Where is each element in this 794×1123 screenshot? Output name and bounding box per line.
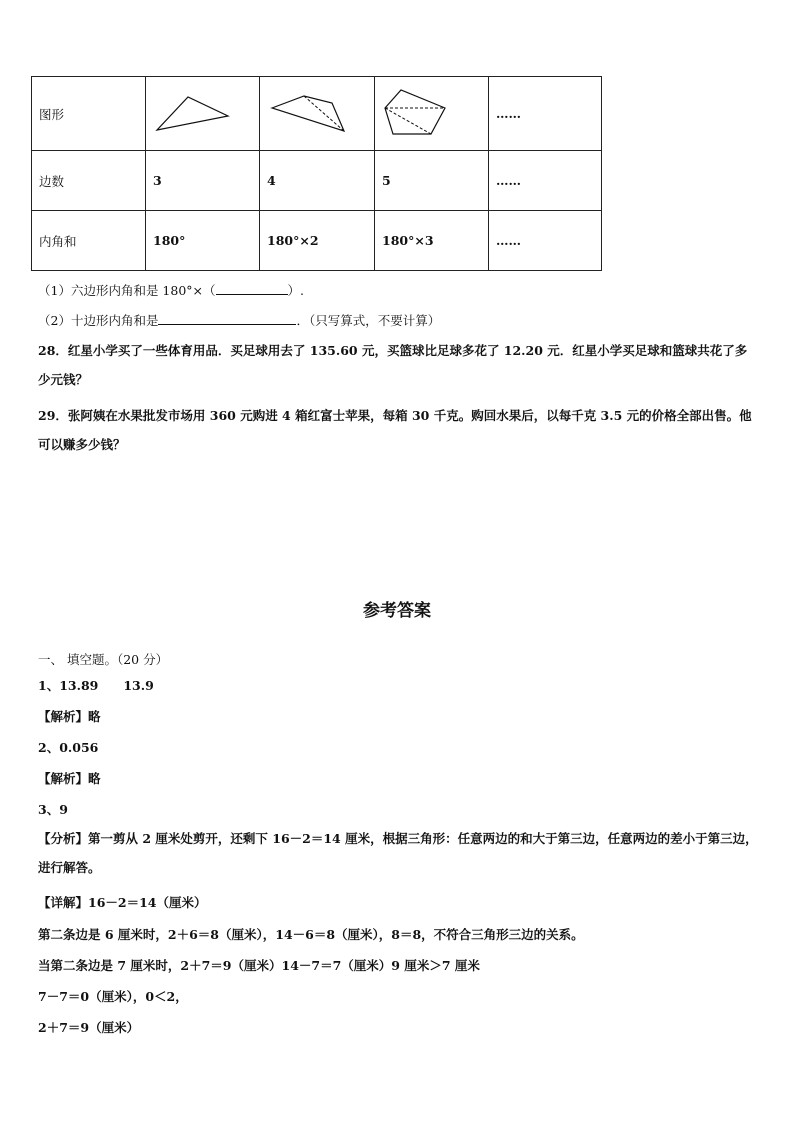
answer-1-note: 【解析】略 [38,709,101,724]
triangle-cell [146,77,260,151]
answer-3-line: 第二条边是 6 厘米时，2＋6＝8（厘米），14－6＝8（厘米），8＝8，不符合三角形三边的关系。 [38,927,584,942]
answer-3-line: 7－7＝0（厘米），0＜2， [38,989,188,1004]
answer-1: 1、13.89 13.9 [38,678,154,693]
question-28: 28．红星小学买了一些体育用品．买足球用去了 135.60 元，买篮球比足球多花了 12.20 元．红星小学买足球和篮球共花了多少元钱？ [38,343,748,387]
table-cell: 180° [146,211,260,271]
table-cell: …… [489,151,602,211]
table-cell: …… [489,77,602,151]
question-2-prefix: （2）十边形内角和是 [38,313,159,328]
row-label: 内角和 [32,211,146,271]
answer-3-line: 2＋7＝9（厘米） [38,1020,140,1035]
section-heading: 一、 填空题。（20 分） [38,652,169,667]
question-1-suffix: ）. [287,283,304,298]
answer-blank[interactable] [158,311,296,325]
quadrilateral-cell [260,77,375,151]
answer-2: 2、0.056 [38,740,99,755]
answer-blank[interactable] [216,281,288,295]
row-label: 边数 [32,151,146,211]
table-row [32,151,602,211]
pentagon-cell [375,77,489,151]
question-2-suffix: ．（只写算式，不要计算） [296,313,441,328]
table-cell: 180°×2 [260,211,375,271]
question-1 [38,281,304,299]
question-1-prefix: （1）六边形内角和是 180°×（ [38,283,216,298]
question-2 [38,311,440,329]
quadrilateral-icon [260,78,372,150]
polygon-angle-table [31,76,602,271]
answer-2-note: 【解析】略 [38,771,101,786]
table-cell: …… [489,211,602,271]
answer-3-line: 当第二条边是 7 厘米时，2＋7＝9（厘米）14－7＝7（厘米）9 厘米＞7 厘米 [38,958,480,973]
table-cell: 3 [146,151,260,211]
pentagon-icon [375,78,487,150]
table-cell: 180°×3 [375,211,489,271]
answer-3: 3、9 [38,802,68,817]
answer-key-title: 参考答案 [363,601,431,621]
row-label: 图形 [32,77,146,151]
triangle-icon [146,78,258,150]
table-cell: 4 [260,151,375,211]
table-cell: 5 [375,151,489,211]
table-row [32,211,602,271]
table-row [32,77,602,151]
answer-3-analysis: 【分析】第一剪从 2 厘米处剪开，还剩下 16－2＝14 厘米，根据三角形：任意两边的和大于第三边，任意两边的差小于第三边，进行解答。 [38,831,758,875]
answer-3-detail: 【详解】16－2＝14（厘米） [38,895,207,910]
question-29: 29．张阿姨在水果批发市场用 360 元购进 4 箱红富士苹果，每箱 30 千克。购回水果后，以每千克 3.5 元的价格全部出售。他可以赚多少钱？ [38,408,752,452]
